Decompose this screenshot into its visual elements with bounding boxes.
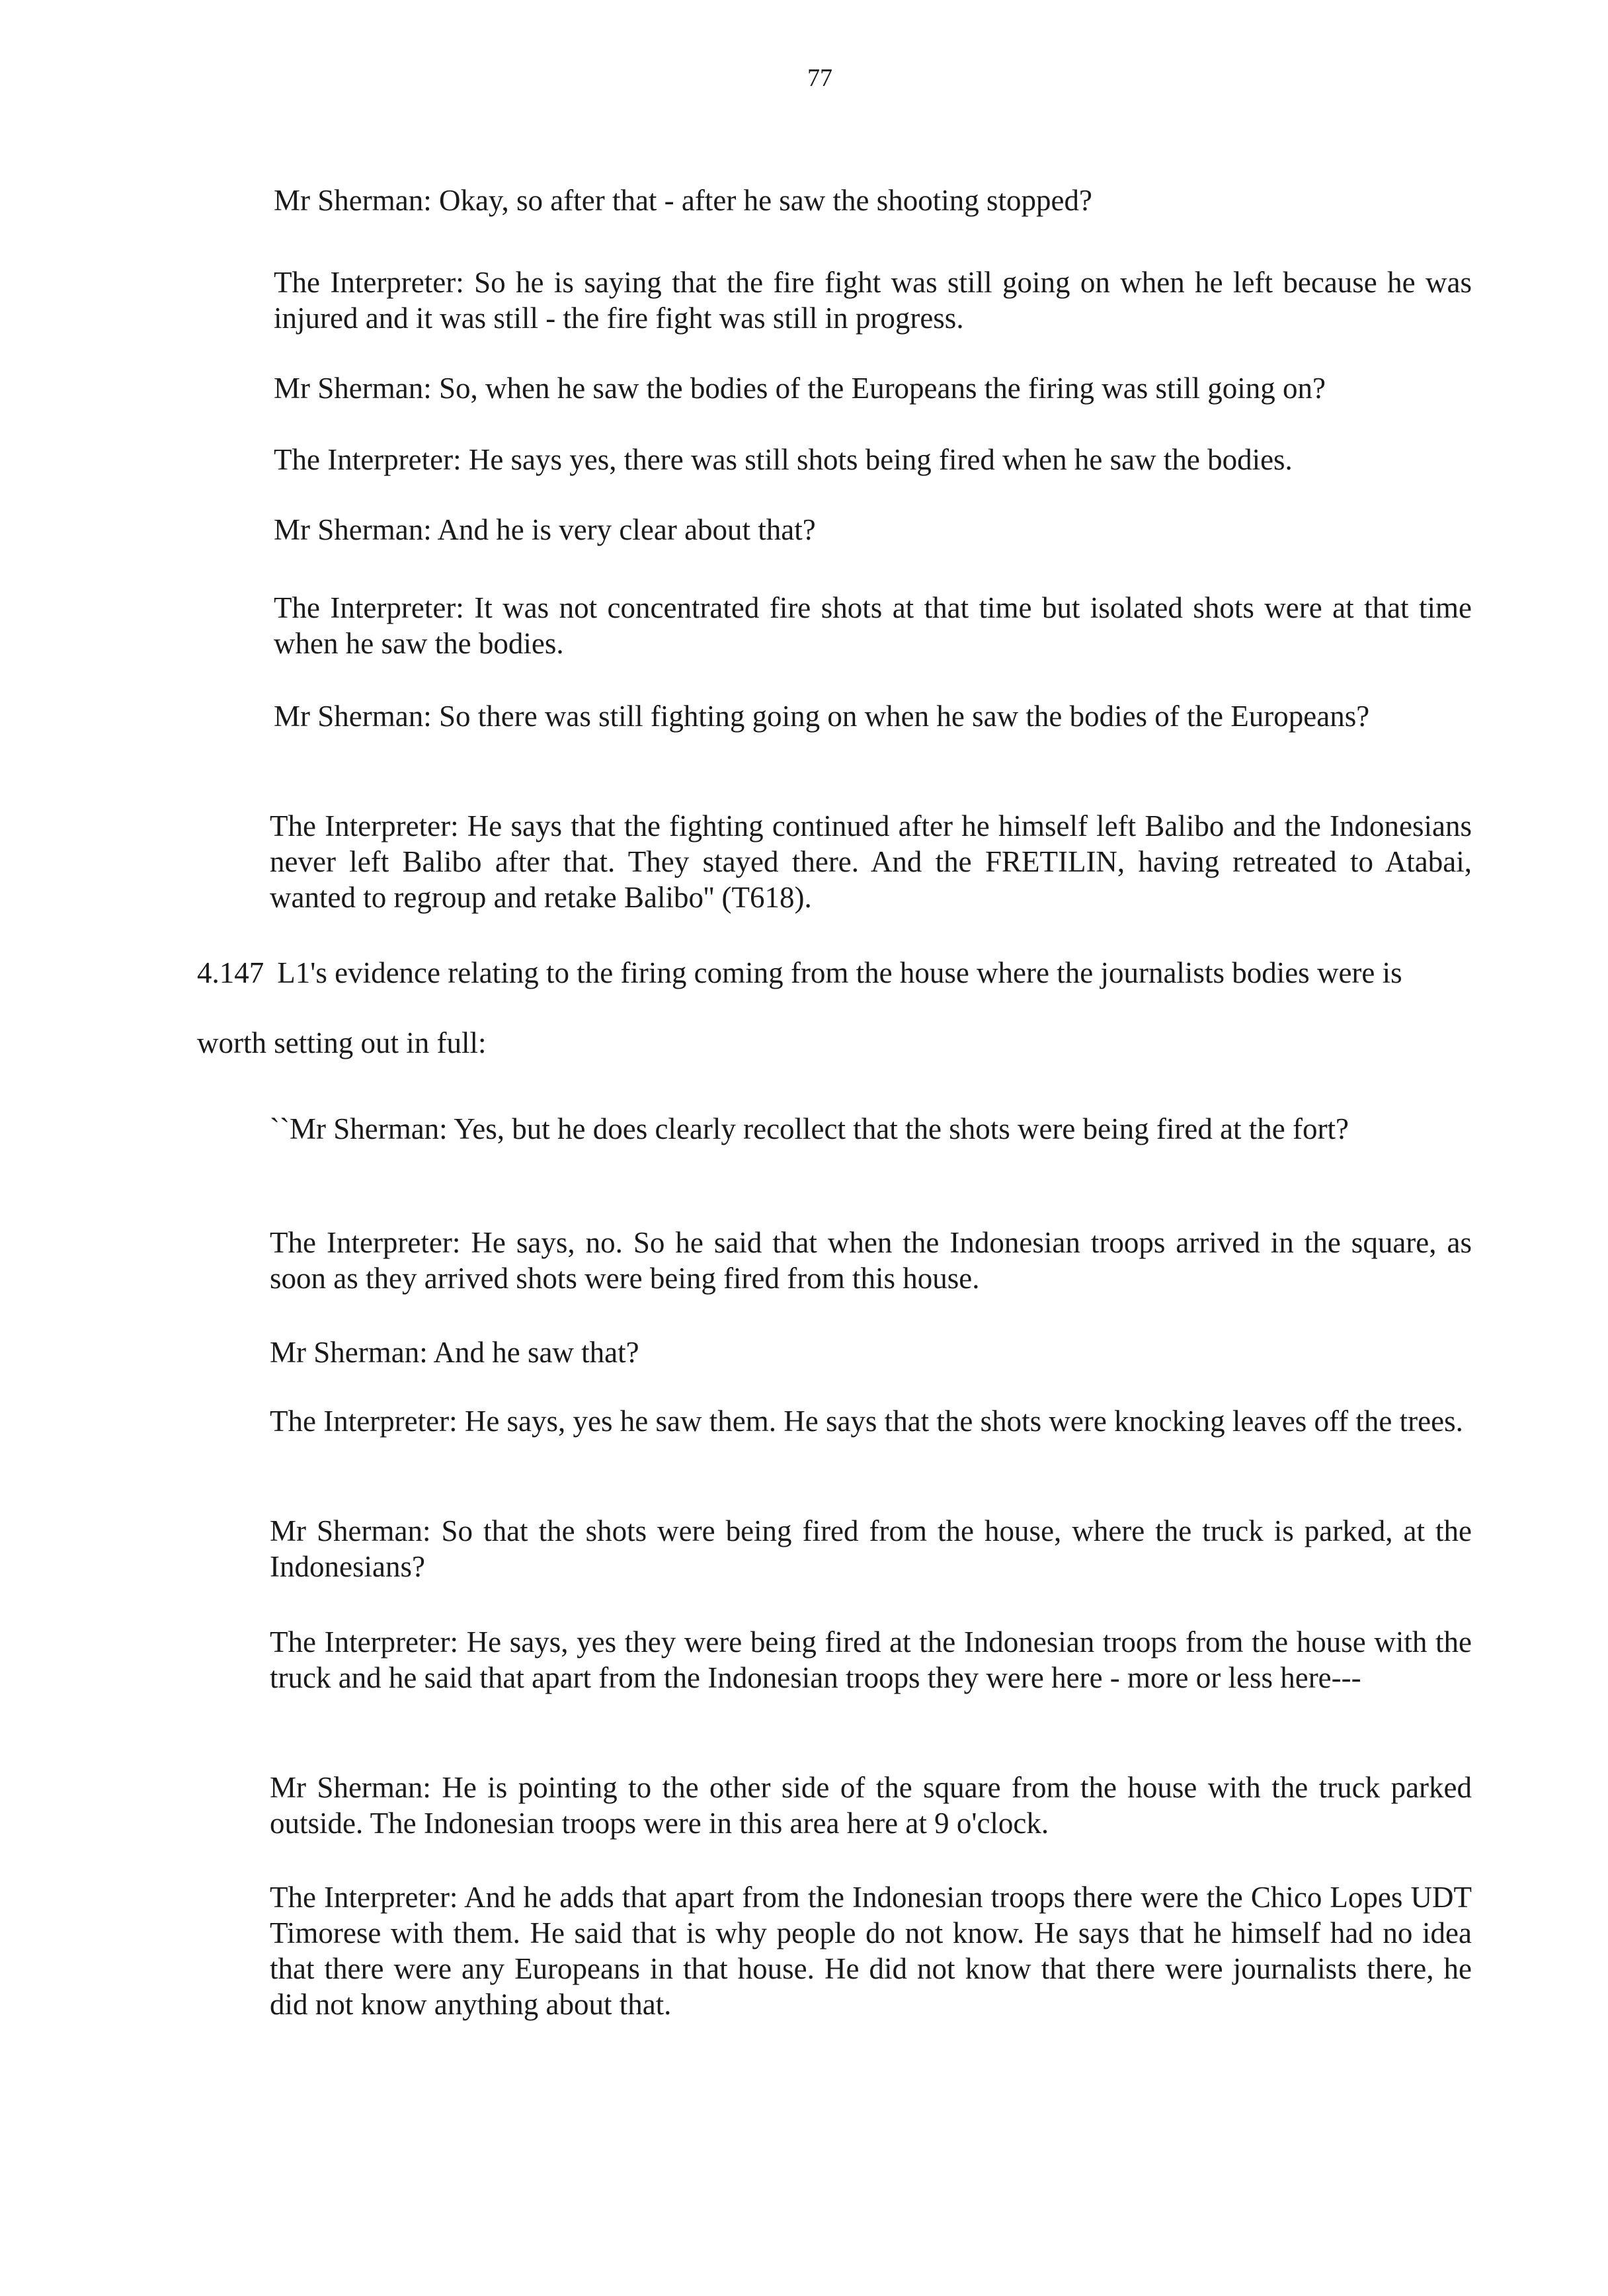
quote-line-interpreter: The Interpreter: He says that the fighting continued after he himself left Balibo and the Indonesians never left Balibo after that. They stayed there. And the FRETILIN, having retreated to Atabai, wanted to regroup and retake Balibo'' (T618). bbox=[270, 809, 1472, 914]
quote-line-interpreter: The Interpreter: It was not concentrated fire shots at that time but isolated shots were at that time when he saw the bodies. bbox=[274, 591, 1472, 660]
quote-line-interpreter: The Interpreter: He says, yes he saw them. He says that the shots were knocking leaves off the trees. bbox=[270, 1405, 1463, 1438]
quote-line-sherman: Mr Sherman: So that the shots were being fired from the house, where the truck is parked, at the Indonesians? bbox=[270, 1514, 1472, 1583]
body-paragraph bbox=[197, 938, 1472, 1078]
paragraph-number: 4.147 bbox=[197, 956, 264, 989]
quote-line-interpreter: The Interpreter: He says, yes they were being fired at the Indonesian troops from the house with the truck and he said that apart from the Indonesian troops they were here - more or less here--- bbox=[270, 1625, 1472, 1694]
quote-line-sherman: Mr Sherman: He is pointing to the other side of the square from the house with the truck parked outside. The Indonesian troops were in this area here at 9 o'clock. bbox=[270, 1771, 1472, 1840]
quote-line-sherman: Mr Sherman: Okay, so after that - after he saw the shooting stopped? bbox=[274, 184, 1092, 217]
quote-line-sherman: Mr Sherman: So there was still fighting going on when he saw the bodies of the Europeans? bbox=[274, 700, 1370, 733]
paragraph-text: L1's evidence relating to the firing coming from the house where the journalists bodies were is worth setting out in full: bbox=[197, 956, 1402, 1059]
quote-line-interpreter: The Interpreter: And he adds that apart from the Indonesian troops there were the Chico Lopes UDT Timorese with them. He said that is why people do not know. He says that he himself had no idea that there were any Europeans in that house. He did not know that there were journalists there, he did not know anything about that. bbox=[270, 1881, 1472, 2021]
quote-line-sherman: ``Mr Sherman: Yes, but he does clearly recollect that the shots were being fired at the fort? bbox=[270, 1112, 1349, 1145]
page-number: 77 bbox=[807, 64, 832, 92]
quote-line-interpreter: The Interpreter: So he is saying that the fire fight was still going on when he left because he was injured and it was still - the fire fight was still in progress. bbox=[274, 266, 1472, 335]
quote-line-interpreter: The Interpreter: He says, no. So he said that when the Indonesian troops arrived in the square, as soon as they arrived shots were being fired from this house. bbox=[270, 1226, 1472, 1295]
quote-line-sherman: Mr Sherman: So, when he saw the bodies of the Europeans the firing was still going on? bbox=[274, 372, 1326, 405]
quote-line-interpreter: The Interpreter: He says yes, there was still shots being fired when he saw the bodies. bbox=[274, 443, 1293, 476]
quote-line-sherman: Mr Sherman: And he saw that? bbox=[270, 1336, 639, 1369]
quote-line-sherman: Mr Sherman: And he is very clear about that? bbox=[274, 513, 816, 546]
